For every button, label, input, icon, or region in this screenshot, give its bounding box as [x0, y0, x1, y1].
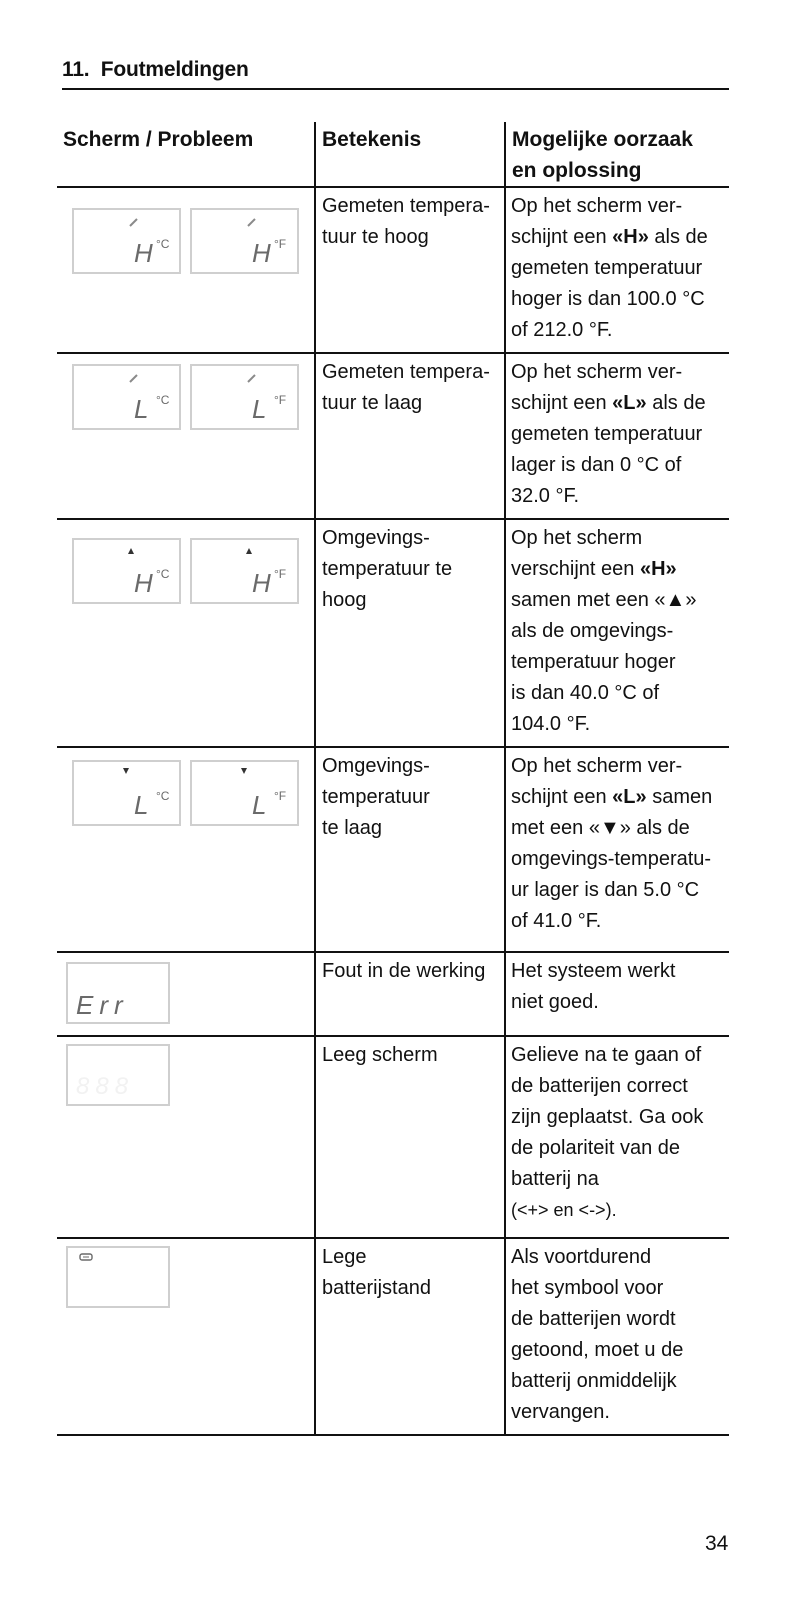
meaning-line: te laag	[322, 817, 383, 839]
section-title	[62, 58, 249, 82]
solution-line: Op het scherm	[511, 527, 643, 549]
solution-line: Als voortdurend	[511, 1246, 652, 1268]
meaning-line: Omgevings-	[322, 755, 430, 777]
solution-line: ur lager is dan 5.0 °C	[511, 879, 700, 901]
solution-line: 104.0 °F.	[511, 713, 591, 735]
row-4-solution	[511, 751, 712, 937]
lcd-display-ambient-low-celsius	[72, 760, 181, 826]
lcd-l-down-triangle-icon	[192, 762, 297, 824]
meaning-line: Omgevings-	[322, 527, 430, 549]
svg-text:L: L	[252, 790, 267, 820]
solution-line: Op het scherm ver-	[511, 361, 683, 383]
solution-line: (<+> en <->).	[511, 1200, 617, 1220]
row-5-meaning	[322, 956, 485, 987]
section-number: 11.	[62, 58, 90, 81]
meaning-line: batterijstand	[322, 1277, 431, 1299]
solution-line: gemeten temperatuur	[511, 423, 703, 445]
lcd-display-blank	[66, 1044, 170, 1106]
svg-text:°F: °F	[274, 393, 287, 407]
column-header-screen: Scherm / Probleem	[63, 128, 254, 151]
meaning-line: hoog	[322, 589, 367, 611]
solution-line: de batterijen wordt	[511, 1308, 676, 1330]
row-2-solution	[511, 357, 706, 512]
svg-text:H: H	[134, 568, 153, 598]
lcd-display-ambient-high-celsius	[72, 538, 181, 604]
page-number: 34	[705, 1532, 729, 1555]
solution-line: 32.0 °F.	[511, 485, 580, 507]
meaning-line: temperatuur te	[322, 558, 453, 580]
solution-line: schijnt een «H» als de	[511, 226, 708, 248]
lcd-display-high-celsius	[72, 208, 181, 274]
solution-line: schijnt een «L» samen	[511, 786, 713, 808]
solution-line: samen met een «▲»	[511, 589, 697, 611]
solution-line: Gelieve na te gaan of	[511, 1044, 702, 1066]
solution-line: als de omgevings-	[511, 620, 674, 642]
row-rule	[57, 1237, 729, 1239]
row-rule	[57, 1035, 729, 1037]
solution-line: batterij na	[511, 1168, 599, 1190]
lcd-l-glyph-icon	[192, 366, 297, 428]
column-header-solution	[512, 124, 693, 186]
meaning-line: tuur te laag	[322, 392, 423, 414]
section-title-text: Foutmeldingen	[100, 58, 249, 81]
meaning-line: Gemeten tempera-	[322, 361, 490, 383]
column-header-solution-line1: Mogelijke oorzaak	[512, 128, 693, 151]
row-1-meaning	[322, 191, 490, 253]
svg-text:L: L	[252, 394, 267, 424]
lcd-h-up-triangle-icon	[192, 540, 297, 602]
svg-text:°C: °C	[156, 393, 170, 407]
column-header-meaning: Betekenis	[322, 128, 422, 151]
meaning-line: temperatuur	[322, 786, 430, 808]
header-rule	[57, 186, 729, 188]
row-1-solution	[511, 191, 708, 346]
solution-line: lager is dan 0 °C of	[511, 454, 682, 476]
svg-text:°F: °F	[274, 237, 287, 251]
lcd-h-glyph-icon	[192, 210, 297, 272]
solution-line: getoond, moet u de	[511, 1339, 684, 1361]
lcd-display-ambient-high-fahrenheit	[190, 538, 299, 604]
lcd-h-up-triangle-icon	[74, 540, 179, 602]
meaning-line: Lege	[322, 1246, 367, 1268]
row-rule	[57, 951, 729, 953]
svg-text:Err: Err	[76, 990, 129, 1020]
solution-line: is dan 40.0 °C of	[511, 682, 660, 704]
solution-line: zijn geplaatst. Ga ook	[511, 1106, 704, 1128]
solution-line: of 41.0 °F.	[511, 910, 602, 932]
row-rule	[57, 352, 729, 354]
lcd-l-glyph-icon	[74, 366, 179, 428]
svg-text:H: H	[252, 238, 271, 268]
solution-line: de polariteit van de	[511, 1137, 681, 1159]
table-bottom-rule	[57, 1434, 729, 1436]
solution-line: batterij onmiddelijk	[511, 1370, 677, 1392]
title-rule	[62, 88, 729, 90]
lcd-display-err	[66, 962, 170, 1024]
solution-line: Op het scherm ver-	[511, 195, 683, 217]
svg-text:L: L	[134, 790, 149, 820]
svg-text:H: H	[252, 568, 271, 598]
row-6-meaning	[322, 1040, 438, 1071]
meaning-line: tuur te hoog	[322, 226, 429, 248]
svg-text:L: L	[134, 394, 149, 424]
solution-line: omgevings-temperatu-	[511, 848, 712, 870]
solution-line: met een «▼» als de	[511, 817, 690, 839]
solution-line: schijnt een «L» als de	[511, 392, 706, 414]
solution-line: Op het scherm ver-	[511, 755, 683, 777]
solution-line: of 212.0 °F.	[511, 319, 613, 341]
meaning-line: Leeg scherm	[322, 1044, 438, 1066]
column-header-solution-line2: en oplossing	[512, 159, 642, 182]
solution-line: vervangen.	[511, 1401, 610, 1423]
svg-text:°F: °F	[274, 789, 287, 803]
svg-text:°C: °C	[156, 567, 170, 581]
row-rule	[57, 518, 729, 520]
lcd-display-high-fahrenheit	[190, 208, 299, 274]
solution-line: gemeten temperatuur	[511, 257, 703, 279]
lcd-display-ambient-low-fahrenheit	[190, 760, 299, 826]
svg-text:°C: °C	[156, 789, 170, 803]
meaning-line: Fout in de werking	[322, 960, 486, 982]
solution-line: het symbool voor	[511, 1277, 664, 1299]
lcd-display-low-fahrenheit	[190, 364, 299, 430]
svg-text:888: 888	[76, 1073, 135, 1100]
svg-text:H: H	[134, 238, 153, 268]
row-5-solution	[511, 956, 675, 1018]
lcd-err-text-icon	[68, 964, 168, 1022]
solution-line: temperatuur hoger	[511, 651, 676, 673]
row-4-meaning	[322, 751, 430, 844]
battery-icon	[68, 1248, 168, 1306]
lcd-display-low-battery	[66, 1246, 170, 1308]
row-3-meaning	[322, 523, 452, 616]
lcd-display-low-celsius	[72, 364, 181, 430]
row-6-solution	[511, 1040, 703, 1226]
row-7-solution	[511, 1242, 683, 1428]
row-2-meaning	[322, 357, 490, 419]
lcd-l-down-triangle-icon	[74, 762, 179, 824]
solution-line: Het systeem werkt	[511, 960, 676, 982]
lcd-h-glyph-icon	[74, 210, 179, 272]
svg-text:°C: °C	[156, 237, 170, 251]
solution-line: verschijnt een «H»	[511, 558, 677, 580]
lcd-faded-segments-icon	[68, 1046, 168, 1104]
row-7-meaning	[322, 1242, 431, 1304]
meaning-line: Gemeten tempera-	[322, 195, 490, 217]
solution-line: hoger is dan 100.0 °C	[511, 288, 705, 310]
row-rule	[57, 746, 729, 748]
solution-line: de batterijen correct	[511, 1075, 688, 1097]
row-3-solution	[511, 523, 696, 740]
solution-line: niet goed.	[511, 991, 599, 1013]
svg-text:°F: °F	[274, 567, 287, 581]
